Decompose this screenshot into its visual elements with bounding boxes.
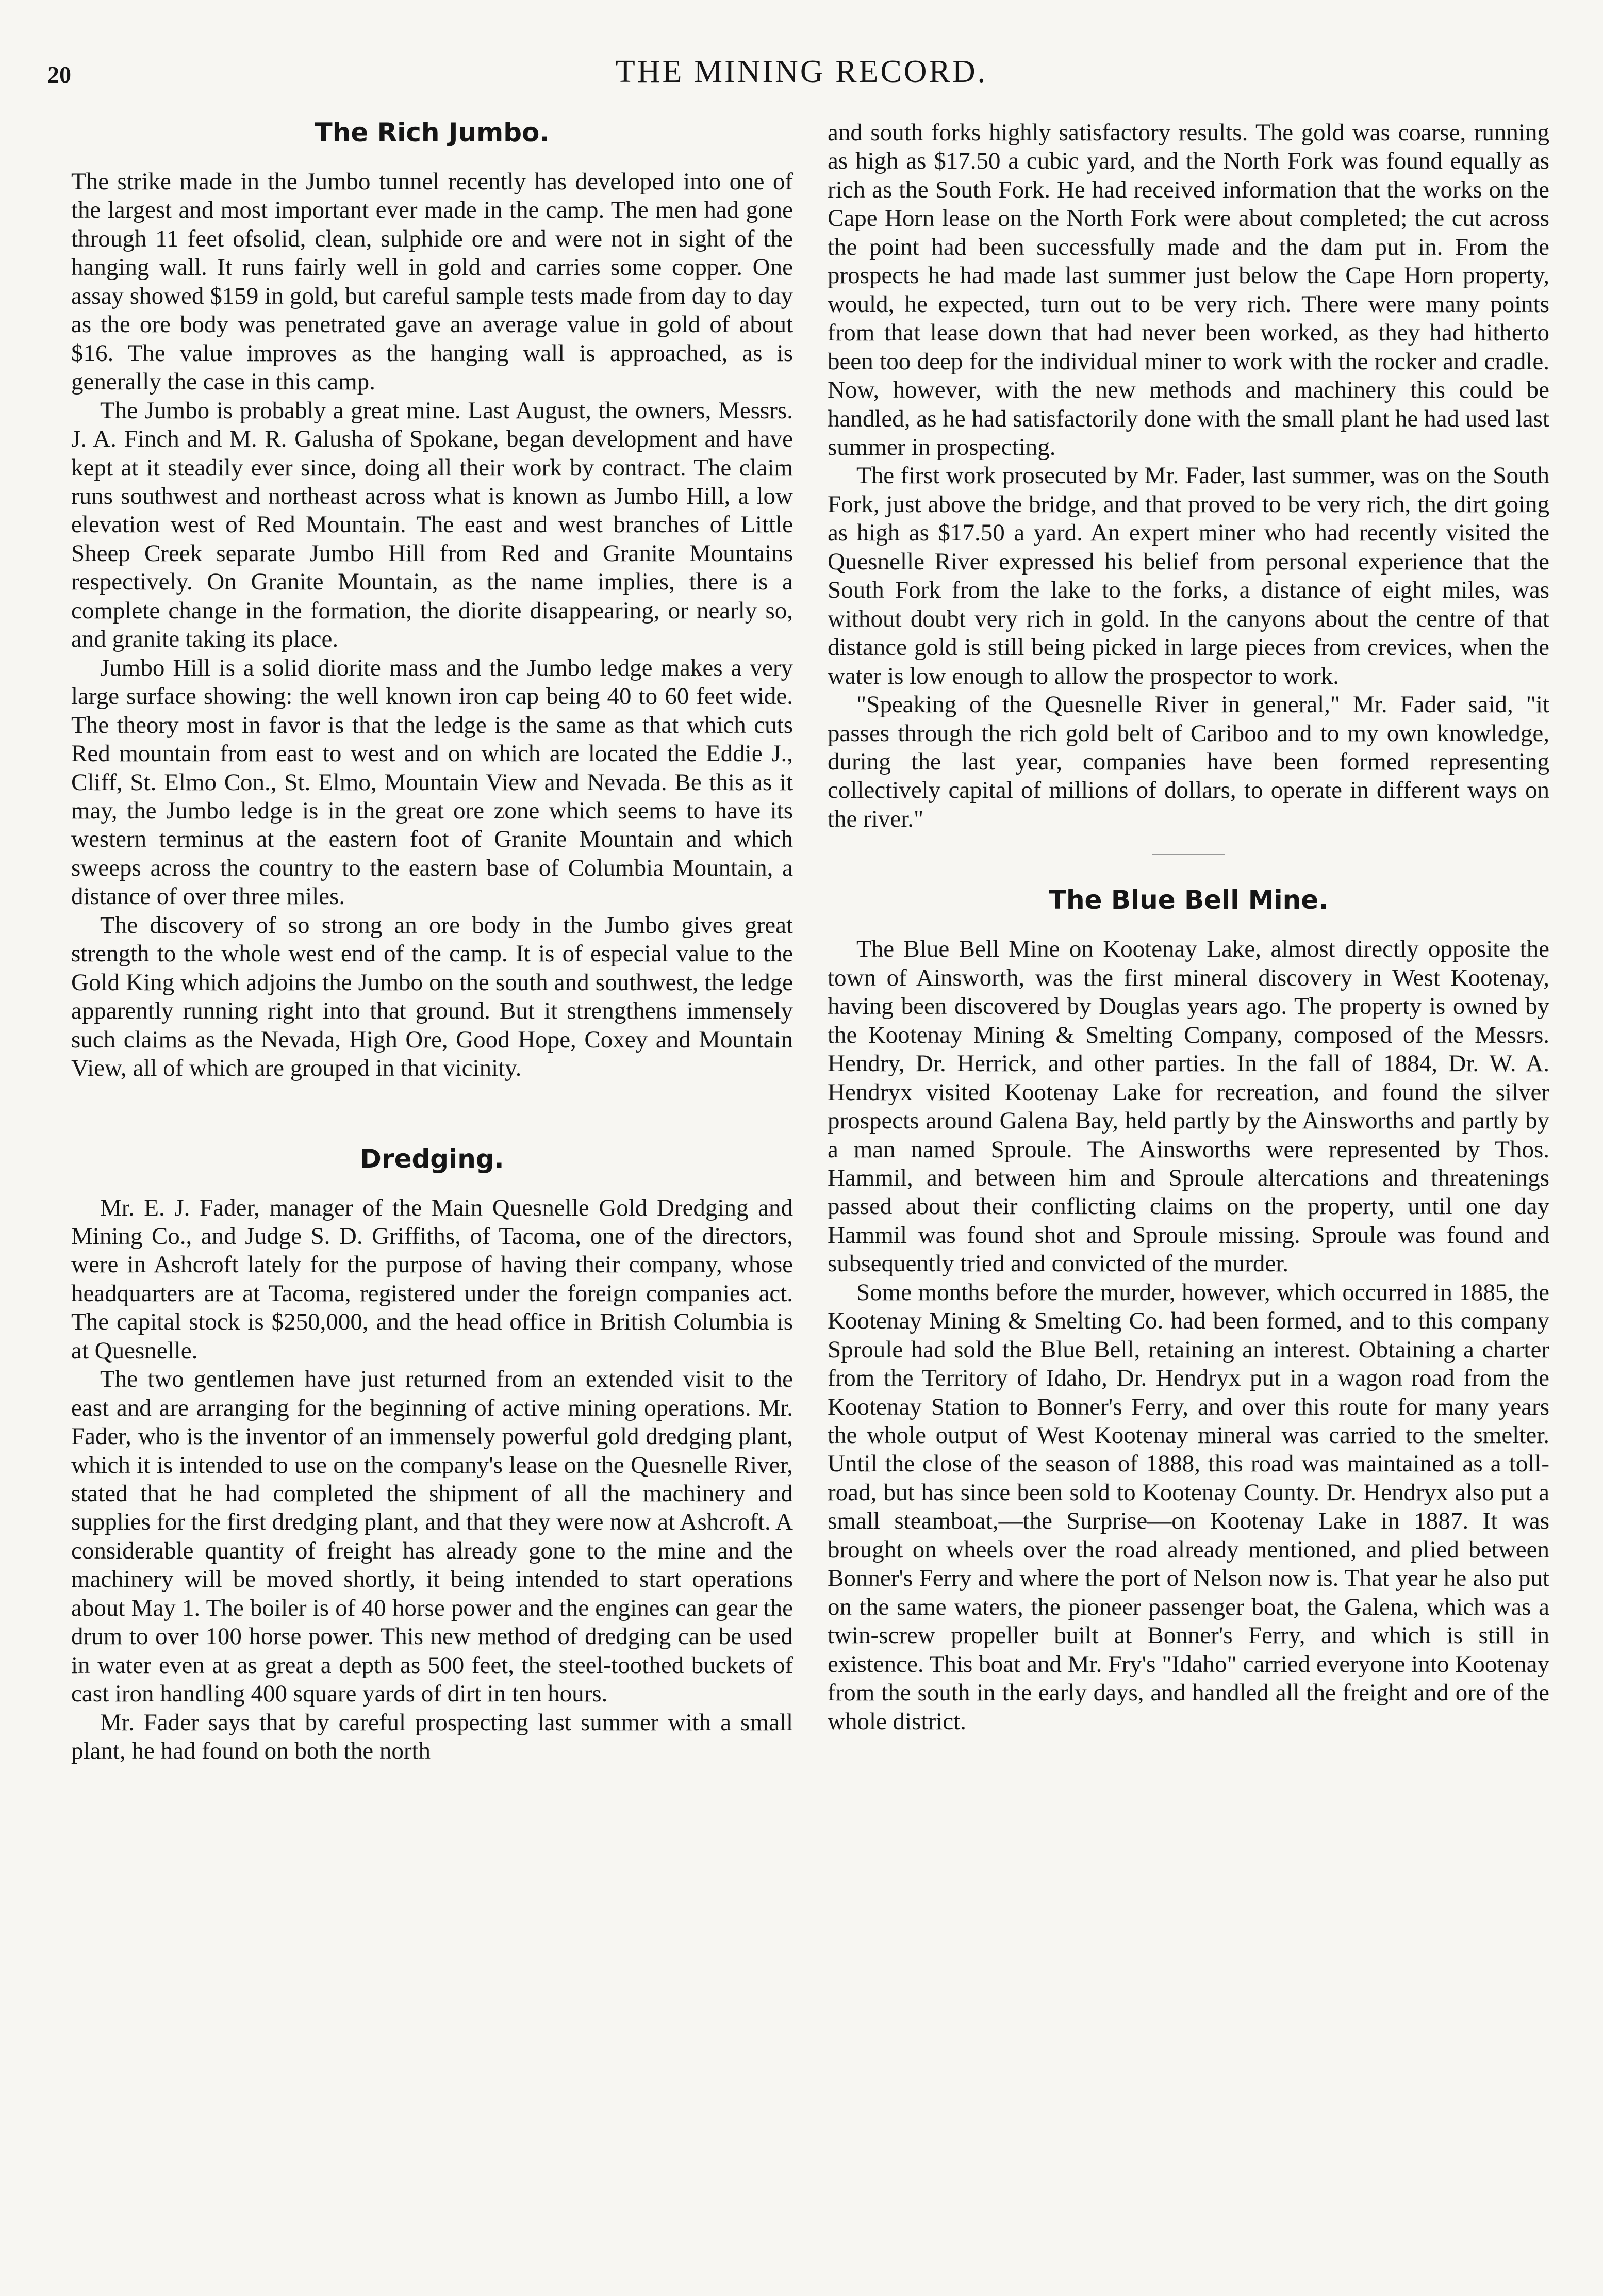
article-dredging-continued <box>828 119 1549 833</box>
paragraph: The Blue Bell Mine on Kootenay Lake, almost directly opposite the town of Ainsworth, was the first mineral discovery in West Kootenay, having been discovered by Douglas years ago. The property is owned by the Kootenay Mining & Smelting Company, composed of the Messrs. Hendry, Dr. Herrick, and other parties. In the fall of 1884, Dr. W. A. Hendryx visited Kootenay Lake for recreation, and found the silver prospects around Galena Bay, held partly by the Ainsworths and partly by a man named Sproule. The Ainsworths were represented by Thos. Hammil, and between him and Sproule altercations and threatenings passed about their conflicting claims on the property, until one day Hammil was found shot and Sproule missing. Sproule was found and subsequently tried and convicted of the murder. <box>828 936 1549 1277</box>
page-number: 20 <box>47 61 71 88</box>
paragraph: Jumbo Hill is a solid diorite mass and the Jumbo ledge makes a very large surface showing: the well known iron cap being 40 to 60 feet wide. The theory most in favor is that the ledge is the same as that which cuts Red mountain from east to west and on which are located the Eddie J., Cliff, St. Elmo Con., St. Elmo, Mountain View and Nevada. Be this as it may, the Jumbo ledge is in the great ore zone which seems to have its western terminus at the eastern foot of Granite Mountain and which sweeps across the country to the eastern base of Columbia Mountain, a distance of over three miles. <box>71 654 793 910</box>
article-title: The Blue Bell Mine. <box>1048 885 1329 915</box>
paragraph: "Speaking of the Quesnelle River in general," Mr. Fader said, "it passes through the rich gold belt of Cariboo and to my own knowledge, during the last year, companies have been formed representing collectively capital of millions of dollars, to operate in different ways on the river." <box>828 691 1549 832</box>
article-title: The Rich Jumbo. <box>315 118 550 147</box>
article-dredging <box>71 1145 793 1766</box>
paragraph: The strike made in the Jumbo tunnel recently has developed into one of the largest and most important ever made in the camp. The men had gone through 11 feet ofsolid, clean, sulphide ore and were not in sight of the hanging wall. It runs fairly well in gold and carries some copper. One assay showed $159 in gold, but careful sample tests made from day to day as the ore body was penetrated gave an average value in gold of about $16. The value improves as the hanging wall is approached, as is generally the case in this camp. <box>71 168 793 396</box>
paragraph: The discovery of so strong an ore body in the Jumbo gives great strength to the whole west end of the camp. It is of especial value to the Gold King which adjoins the Jumbo on the south and southwest, the ledge apparently running right into that ground. But it strengthens immensely such claims as the Nevada, High Ore, Good Hope, Coxey and Mountain View, all of which are grouped in that vicinity. <box>71 911 793 1082</box>
article-blue-bell <box>828 886 1549 1736</box>
paragraph: The first work prosecuted by Mr. Fader, last summer, was on the South Fork, just above the bridge, and that proved to be very rich, the dirt going as high as $17.50 a yard. An expert miner who had recently visited the Quesnelle River expressed his belief from personal experience that the South Fork from the lake to the forks, a distance of eight miles, was without doubt very rich in gold. In the canyons about the centre of that distance gold is still being picked in large pieces from crevices, when the water is low enough to allow the prospector to work. <box>828 462 1549 690</box>
paragraph: Mr. E. J. Fader, manager of the Main Quesnelle Gold Dredging and Mining Co., and Judge S. D. Griffiths, of Tacoma, one of the directors, were in Ashcroft lately for the purpose of having their company, whose headquarters are at Tacoma, registered under the foreign companies act. The capital stock is $250,000, and the head office in British Columbia is at Quesnelle. <box>71 1194 793 1364</box>
left-column <box>71 119 793 1766</box>
running-head: THE MINING RECORD. <box>615 54 988 89</box>
article-jumbo <box>71 119 793 1083</box>
section-gap <box>71 1083 793 1145</box>
paragraph: and south forks highly satisfactory results. The gold was coarse, running as high as $17.50 a cubic yard, and the North Fork was found equally as rich as the South Fork. He had received information that the works on the Cape Horn lease on the North Fork were about completed; the cut across the point had been successfully made and the dam put in. From the prospects he had made last summer just below the Cape Horn property, would, he expected, turn out to be very rich. There were many points from that lease down that had never been worked, as they had hitherto been too deep for the individual miner to work with the rocker and cradle. Now, however, with the new methods and machinery this could be handled, as he had satisfactorily done with the small plant he had used last summer in prospecting. <box>828 119 1549 461</box>
section-divider <box>1152 854 1225 855</box>
right-column <box>828 119 1549 1736</box>
paragraph: Mr. Fader says that by careful prospecting last summer with a small plant, he had found on both the north <box>71 1709 793 1765</box>
paragraph: The Jumbo is probably a great mine. Last August, the owners, Messrs. J. A. Finch and M. R. Galusha of Spokane, began development and have kept at it steadily ever since, doing all their work by contract. The claim runs southwest and northeast across what is known as Jumbo Hill, a low elevation west of Red Mountain. The east and west branches of Little Sheep Creek separate Jumbo Hill from Red and Granite Mountains respectively. On Granite Mountain, as the name implies, there is a complete change in the formation, the diorite disappearing, or nearly so, and granite taking its place. <box>71 397 793 653</box>
article-title: Dredging. <box>360 1143 504 1174</box>
paragraph: Some months before the murder, however, which occurred in 1885, the Kootenay Mining & Smelting Co. had been formed, and to this company Sproule had sold the Blue Bell, retaining an interest. Obtaining a charter from the Territory of Idaho, Dr. Hendryx put in a wagon road from the Kootenay Station to Bonner's Ferry, and over this route for many years the whole output of West Kootenay mineral was carried to the smelter. Until the close of the season of 1888, this road was maintained as a toll-road, but has since been sold to Kootenay County. Dr. Hendryx also put a small steamboat,—the Surprise—on Kootenay Lake in 1887. It was brought on wheels over the road already mentioned, and plied between Bonner's Ferry and where the port of Nelson now is. That year he also put on the same waters, the pioneer passenger boat, the Galena, which was a twin-screw propeller built at Bonner's Ferry, and which is still in existence. This boat and Mr. Fry's "Idaho" carried everyone into Kootenay from the south in the early days, and handled all the freight and ore of the whole district. <box>828 1278 1549 1735</box>
paragraph: The two gentlemen have just returned from an extended visit to the east and are arranging for the beginning of active mining operations. Mr. Fader, who is the inventor of an immensely powerful gold dredging plant, which it is intended to use on the company's lease on the Quesnelle River, stated that he had completed the shipment of all the machinery and supplies for the first dredging plant, and that they were now at Ashcroft. A considerable quantity of freight has already gone to the mine and the machinery will be moved shortly, it being intended to start operations about May 1. The boiler is of 40 horse power and the engines can gear the drum to over 100 horse power. This new method of dredging can be used in water even at as great a depth as 500 feet, the steel-toothed buckets of cast iron handling 400 square yards of dirt in ten hours. <box>71 1366 793 1708</box>
